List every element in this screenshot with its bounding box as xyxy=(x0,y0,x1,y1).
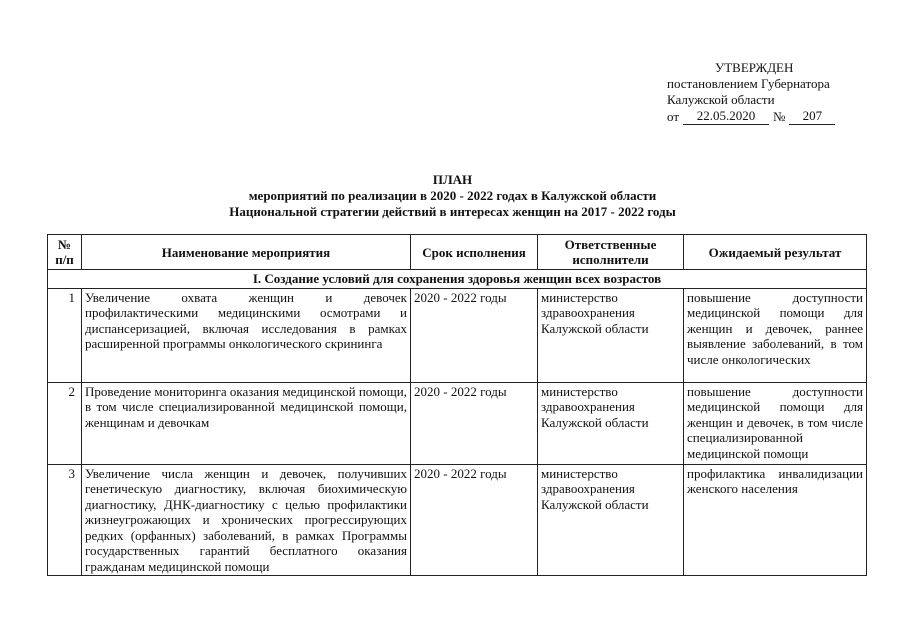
plan-table xyxy=(47,234,867,576)
row-result: повышение доступности медицинской помощи для женщин и девочек, в том числе специализированной медицинской помощи xyxy=(684,382,867,464)
approval-line-2: Калужской области xyxy=(667,92,775,107)
row-name: Проведение мониторинга оказания медицинской помощи, в том числе специализированной медицинской помощи, женщинам и девочкам xyxy=(82,382,411,464)
header-num: № п/п xyxy=(48,235,82,270)
table-header-row xyxy=(48,235,867,270)
approval-line-1: постановлением Губернатора xyxy=(667,76,830,91)
heading-subtitle-2: Национальной стратегии действий в интересах женщин на 2017 - 2022 годы xyxy=(229,204,676,219)
row-term: 2020 - 2022 годы xyxy=(411,288,538,382)
approval-stamp xyxy=(667,60,835,125)
row-num: 2 xyxy=(48,382,82,464)
header-name: Наименование мероприятия xyxy=(82,235,411,270)
section-title: I. Создание условий для сохранения здоровья женщин всех возрастов xyxy=(48,270,867,289)
approval-date-row xyxy=(667,108,835,125)
row-executor: министерство здравоохранения Калужской области xyxy=(538,464,684,576)
approval-title: УТВЕРЖДЕН xyxy=(715,60,794,75)
row-result: повышение доступности медицинской помощи для женщин и девочек, раннее выявление заболеваний, в том числе онкологических xyxy=(684,288,867,382)
approval-number: 207 xyxy=(789,108,835,125)
row-num: 1 xyxy=(48,288,82,382)
row-term: 2020 - 2022 годы xyxy=(411,464,538,576)
row-term: 2020 - 2022 годы xyxy=(411,382,538,464)
row-executor: министерство здравоохранения Калужской области xyxy=(538,288,684,382)
section-row xyxy=(48,270,867,289)
heading-subtitle-1: мероприятий по реализации в 2020 - 2022 годах в Калужской области xyxy=(248,188,657,203)
table-row xyxy=(48,464,867,576)
approval-date: 22.05.2020 xyxy=(683,108,769,125)
plan-heading xyxy=(0,172,905,220)
row-name: Увеличение числа женщин и девочек, получивших генетическую диагностику, включая биохимическую диагностику, ДНК-диагностику с целью профилактики жизнеугрожающих и хронических прогрессирующих редких (орфанных) заболеваний, в рамках Программы государственных гарантий бесплатного оказания гражданам медицинской помощи xyxy=(82,464,411,576)
row-executor: министерство здравоохранения Калужской области xyxy=(538,382,684,464)
table-row xyxy=(48,288,867,382)
header-result: Ожидаемый результат xyxy=(684,235,867,270)
header-term: Срок исполнения xyxy=(411,235,538,270)
row-result: профилактика инвалидизации женского населения xyxy=(684,464,867,576)
heading-title: ПЛАН xyxy=(432,172,473,187)
number-prefix: № xyxy=(773,109,786,124)
row-num: 3 xyxy=(48,464,82,576)
row-name: Увеличение охвата женщин и девочек профилактическими медицинскими осмотрами и диспансеризацией, включая исследования в рамках расширенной программы онкологического скрининга xyxy=(82,288,411,382)
table-row xyxy=(48,382,867,464)
header-executor: Ответственные исполнители xyxy=(538,235,684,270)
date-prefix: от xyxy=(667,109,680,124)
